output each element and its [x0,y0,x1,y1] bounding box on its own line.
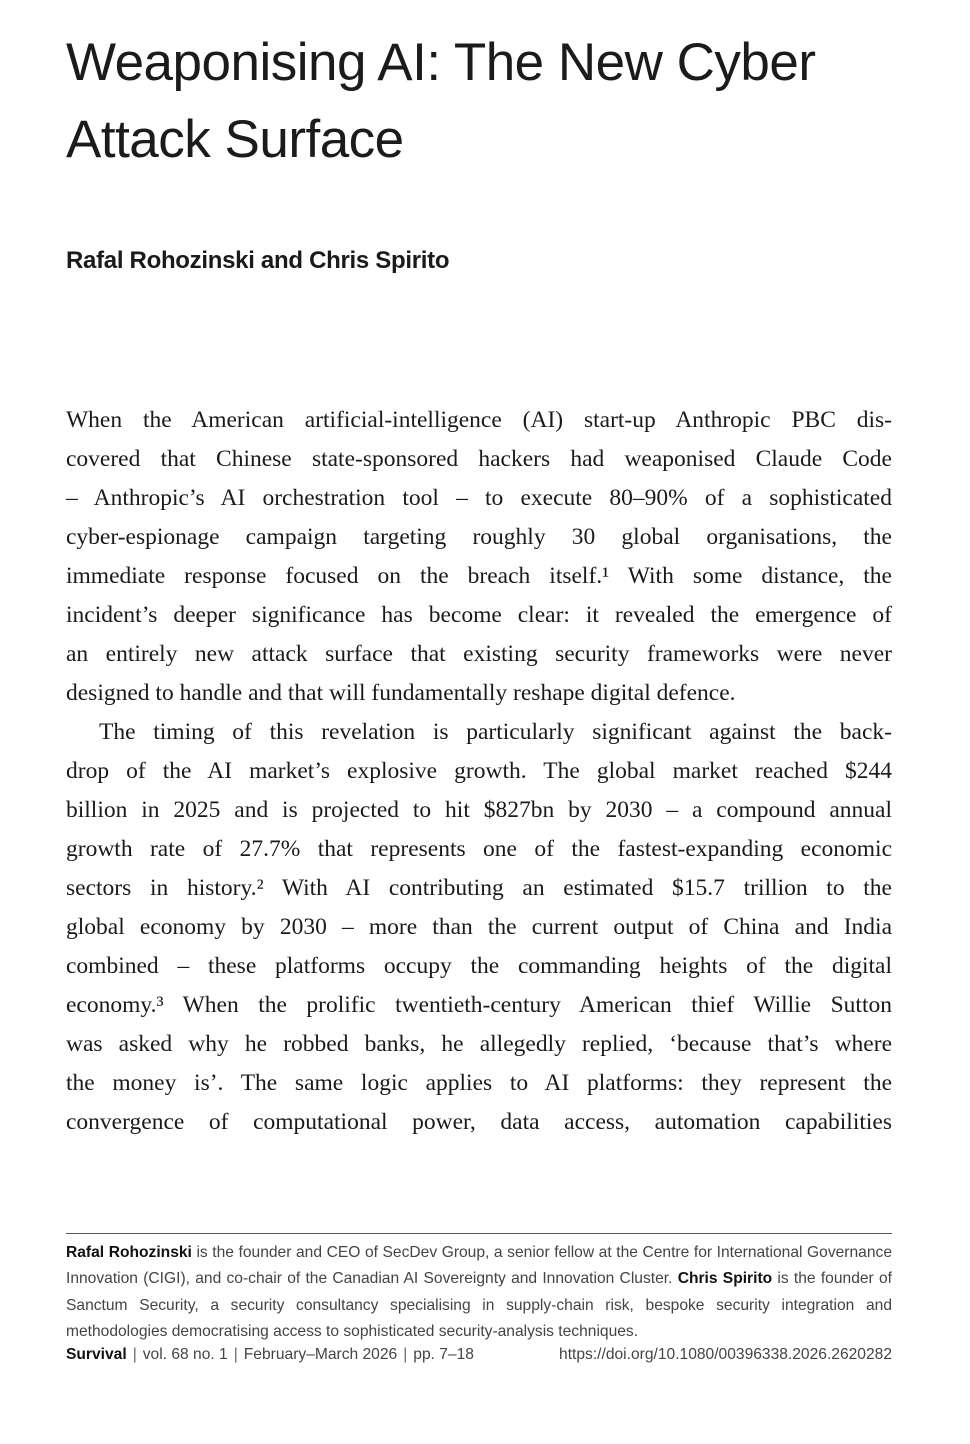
journal-name: Survival [66,1346,127,1363]
bio-author2-name: Chris Spirito [677,1270,773,1288]
text-line: cyber-espionage campaign targeting roughly 30 global organisations, the [66,524,892,550]
article-authors: Rafal Rohozinski and Chris Spirito [66,247,450,274]
text-line: covered that Chinese state-sponsored hackers had weaponised Claude Code [66,446,892,472]
text-line: The timing of this revelation is particularly significant against the back- [99,719,892,745]
doi-link[interactable]: https://doi.org/10.1080/00396338.2026.2620282 [559,1346,892,1363]
paragraph-2 [66,713,892,1142]
text-line: billion in 2025 and is projected to hit $827bn by 2030 – a compound annual [66,797,892,823]
text-line: an entirely new attack surface that existing security frameworks were never [66,641,892,667]
text-line: growth rate of 27.7% that represents one of the fastest-expanding economic [66,836,892,862]
page-range: pp. 7–18 [413,1346,474,1363]
paragraph-1 [66,401,892,713]
issue-date: February–March 2026 [243,1346,398,1363]
text-line: the money is’. The same logic applies to AI platforms: they represent the [66,1070,892,1096]
page-footer [66,1346,892,1364]
text-line: convergence of computational power, data access, automation capabilities [66,1109,892,1135]
text-line: incident’s deeper significance has become clear: it revealed the emergence of [66,602,892,628]
text-line: sectors in history.² With AI contributing an estimated $15.7 trillion to the [66,875,892,901]
text-line: drop of the AI market’s explosive growth. The global market reached $244 [66,758,892,784]
separator: | [233,1346,238,1363]
text-line: immediate response focused on the breach itself.¹ With some distance, the [66,563,892,589]
author-bio [66,1240,892,1345]
volume: vol. 68 no. 1 [142,1346,228,1363]
bio-author1-name: Rafal Rohozinski [66,1244,192,1261]
text-line: was asked why he robbed banks, he allegedly replied, ‘because that’s where [66,1031,892,1057]
footnote-divider [66,1233,892,1234]
article-body [66,401,892,1142]
separator: | [132,1346,137,1363]
article-title: Weaponising AI: The New Cyber Attack Surface [66,33,816,169]
separator: | [403,1346,408,1363]
text-line: designed to handle and that will fundamentally reshape digital defence. [66,680,736,706]
citation [66,1346,474,1364]
text-line: – Anthropic’s AI orchestration tool – to execute 80–90% of a sophisticated [66,485,892,511]
text-line: economy.³ When the prolific twentieth-century American thief Willie Sutton [66,992,892,1018]
text-line: combined – these platforms occupy the commanding heights of the digital [66,953,892,979]
text-line: global economy by 2030 – more than the current output of China and India [66,914,892,940]
bio-author1-text: is the founder and CEO of SecDev Group, a senior fellow at the Centre for International Governance Innovation (CIGI), and co-chair of the Canadian AI Sovereignty and Innovation Cluster. [66,1244,892,1288]
text-line: When the American artificial-intelligence (AI) start-up Anthropic PBC dis- [66,407,892,433]
bio-author2-text: is the founder of Sanctum Security, a security consultancy specialising in supply-chain risk, bespoke security integration and methodologies democratising access to sophisticated security-analysis techniques. [66,1270,892,1340]
